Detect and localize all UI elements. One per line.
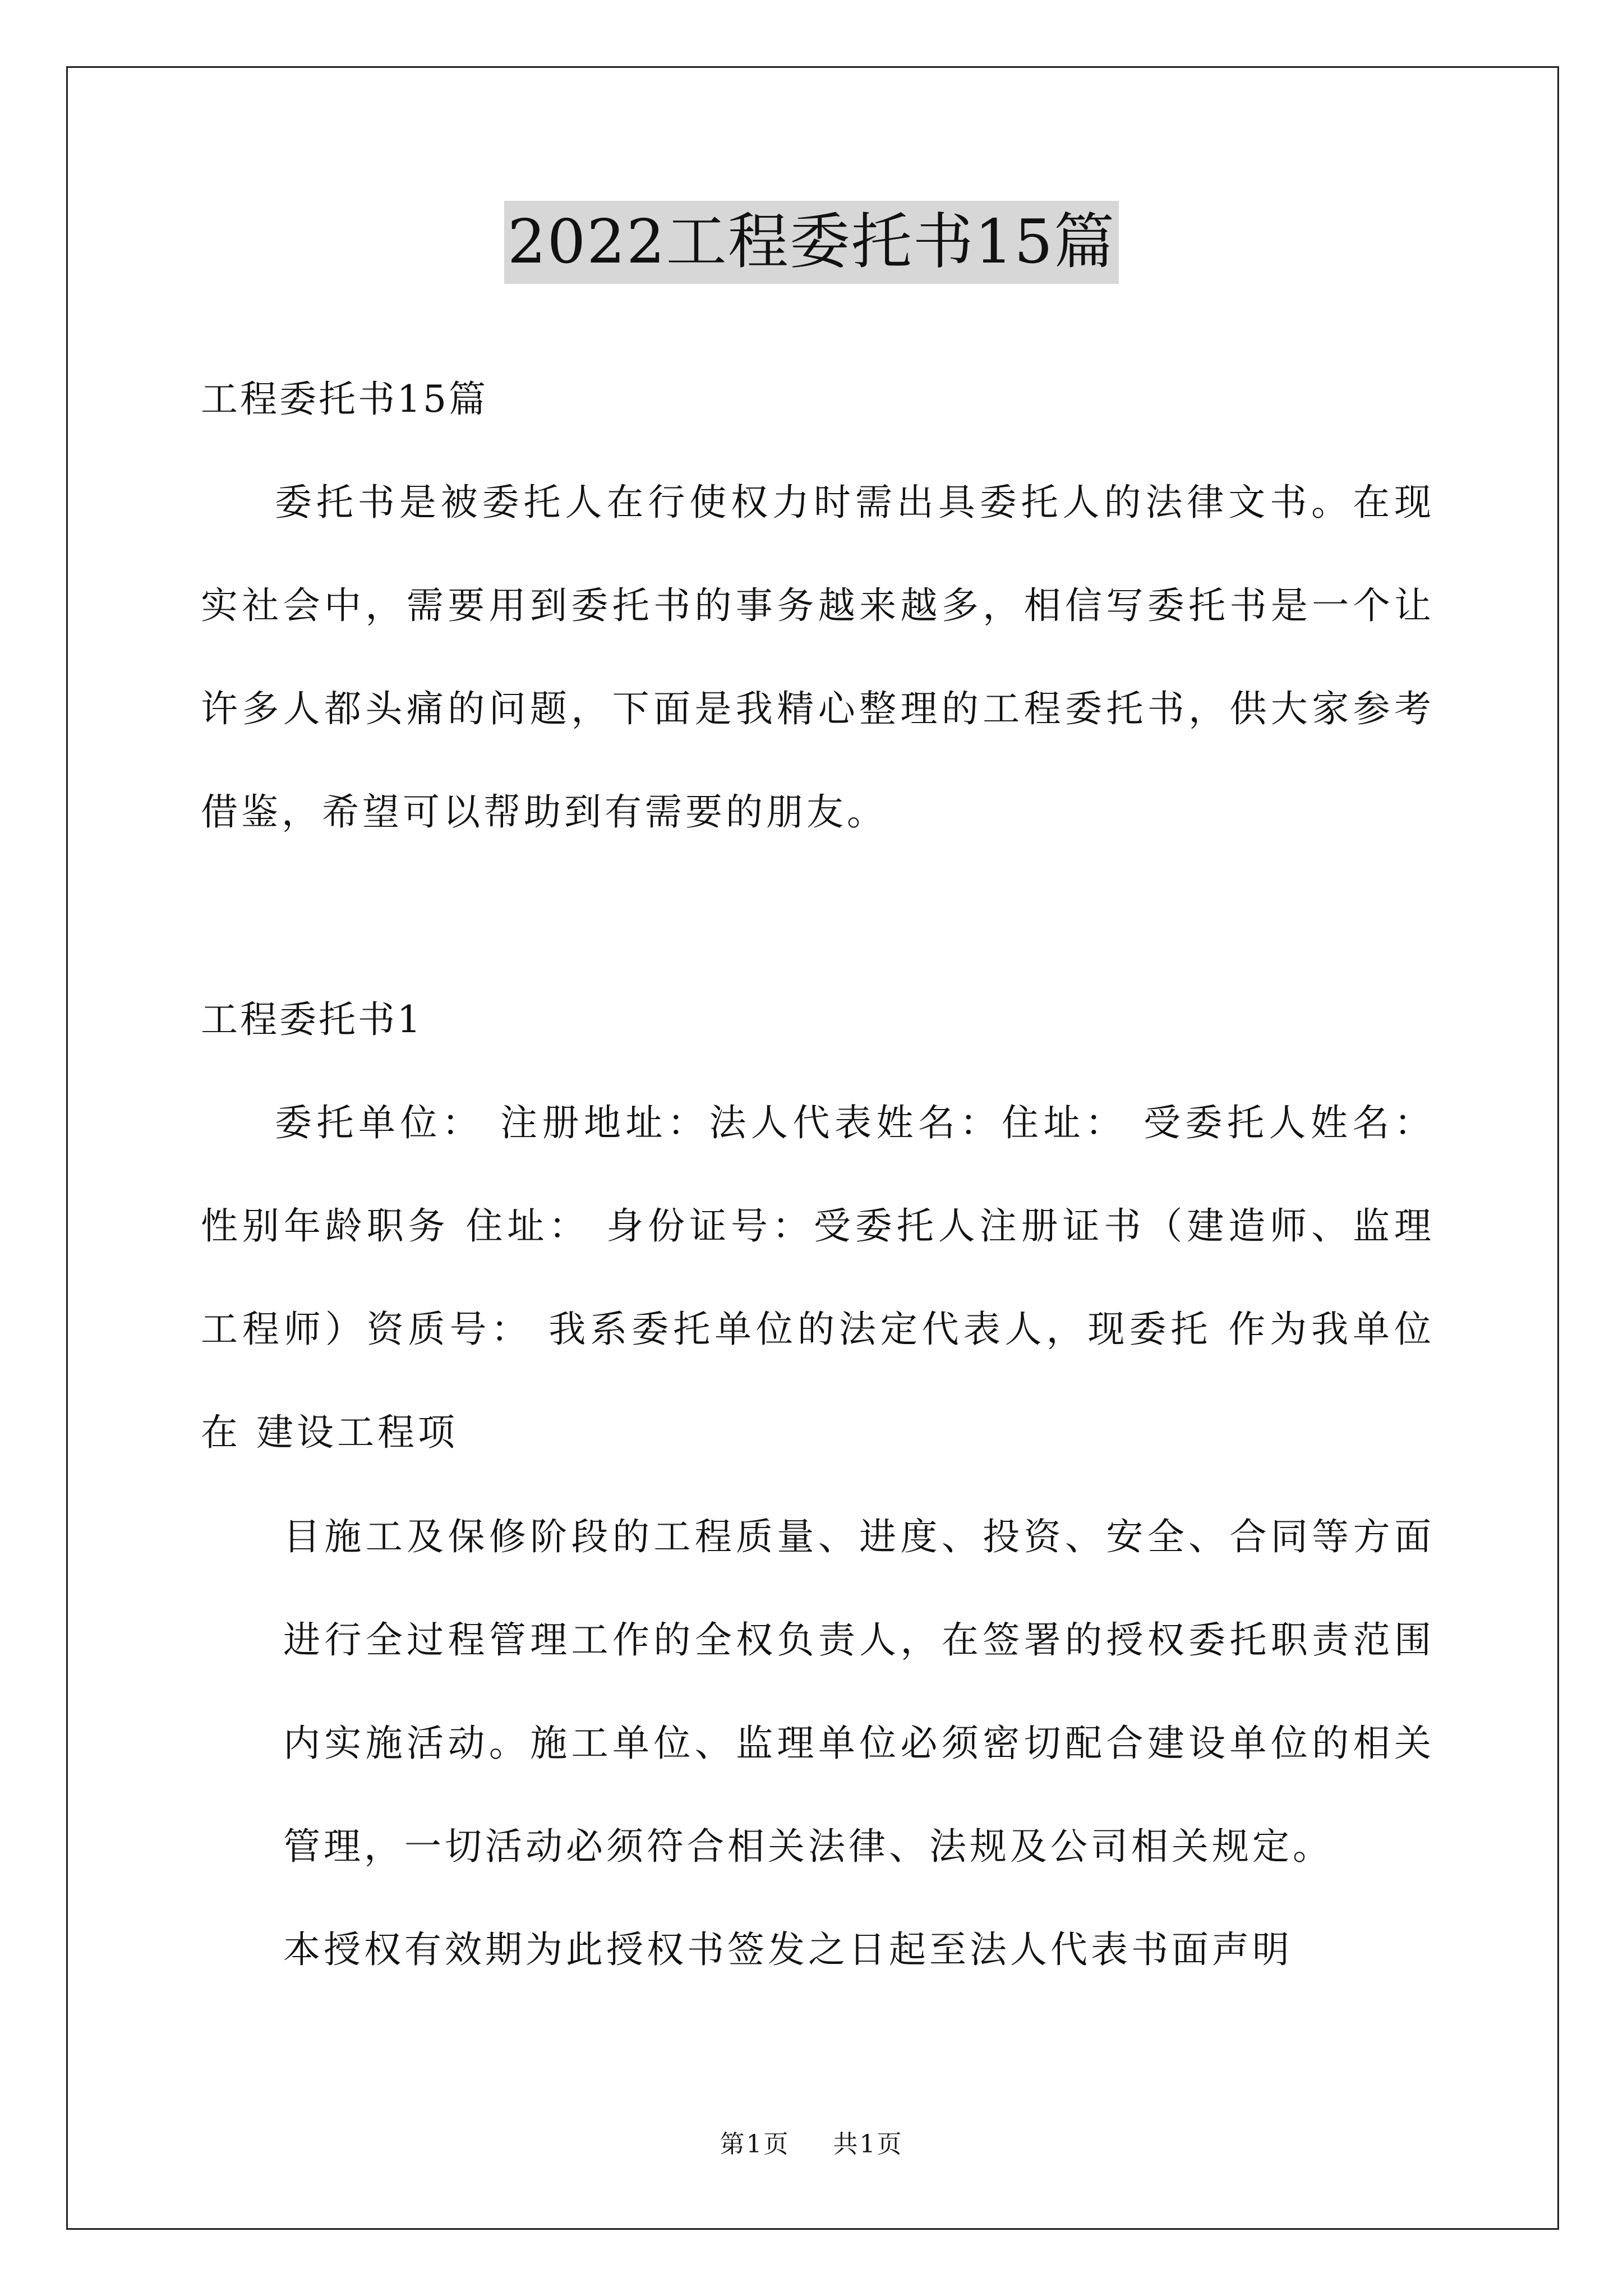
document-subtitle: 工程委托书15篇 — [201, 378, 488, 421]
page-total: 共1页 — [833, 2130, 903, 2159]
title-wrap — [0, 201, 1623, 284]
page-number: 第1页 — [720, 2130, 790, 2159]
document-title: 2022工程委托书15篇 — [504, 201, 1119, 284]
section-paragraph: 委托单位： 注册地址：法人代表姓名：住址： 受委托人姓名：性别年龄职务 住址： 身份证号：受委托人注册证书（建造师、监理工程师）资质号： 我系委托单位的法定代表人，现委托 作为我单位在 建设工程项 — [201, 1101, 1435, 1454]
section-paragraph: 目施工及保修阶段的工程质量、进度、投资、安全、合同等方面进行全过程管理工作的全权负责人，在签署的授权委托职责范围内实施活动。施工单位、监理单位必须密切配合建设单位的相关管理，一切活动必须符合相关法律、法规及公司相关规定。 — [283, 1515, 1435, 1868]
page-footer — [0, 2124, 1623, 2160]
section-paragraph: 本授权有效期为此授权书签发之日起至法人代表书面声明 — [283, 1928, 1293, 1971]
section-heading: 工程委托书1 — [201, 998, 423, 1041]
intro-paragraph: 委托书是被委托人在行使权力时需出具委托人的法律文书。在现实社会中，需要用到委托书的事务越来越多，相信写委托书是一个让许多人都头痛的问题，下面是我精心整理的工程委托书，供大家参考借鉴，希望可以帮助到有需要的朋友。 — [201, 481, 1435, 834]
document-body — [201, 348, 1435, 2001]
